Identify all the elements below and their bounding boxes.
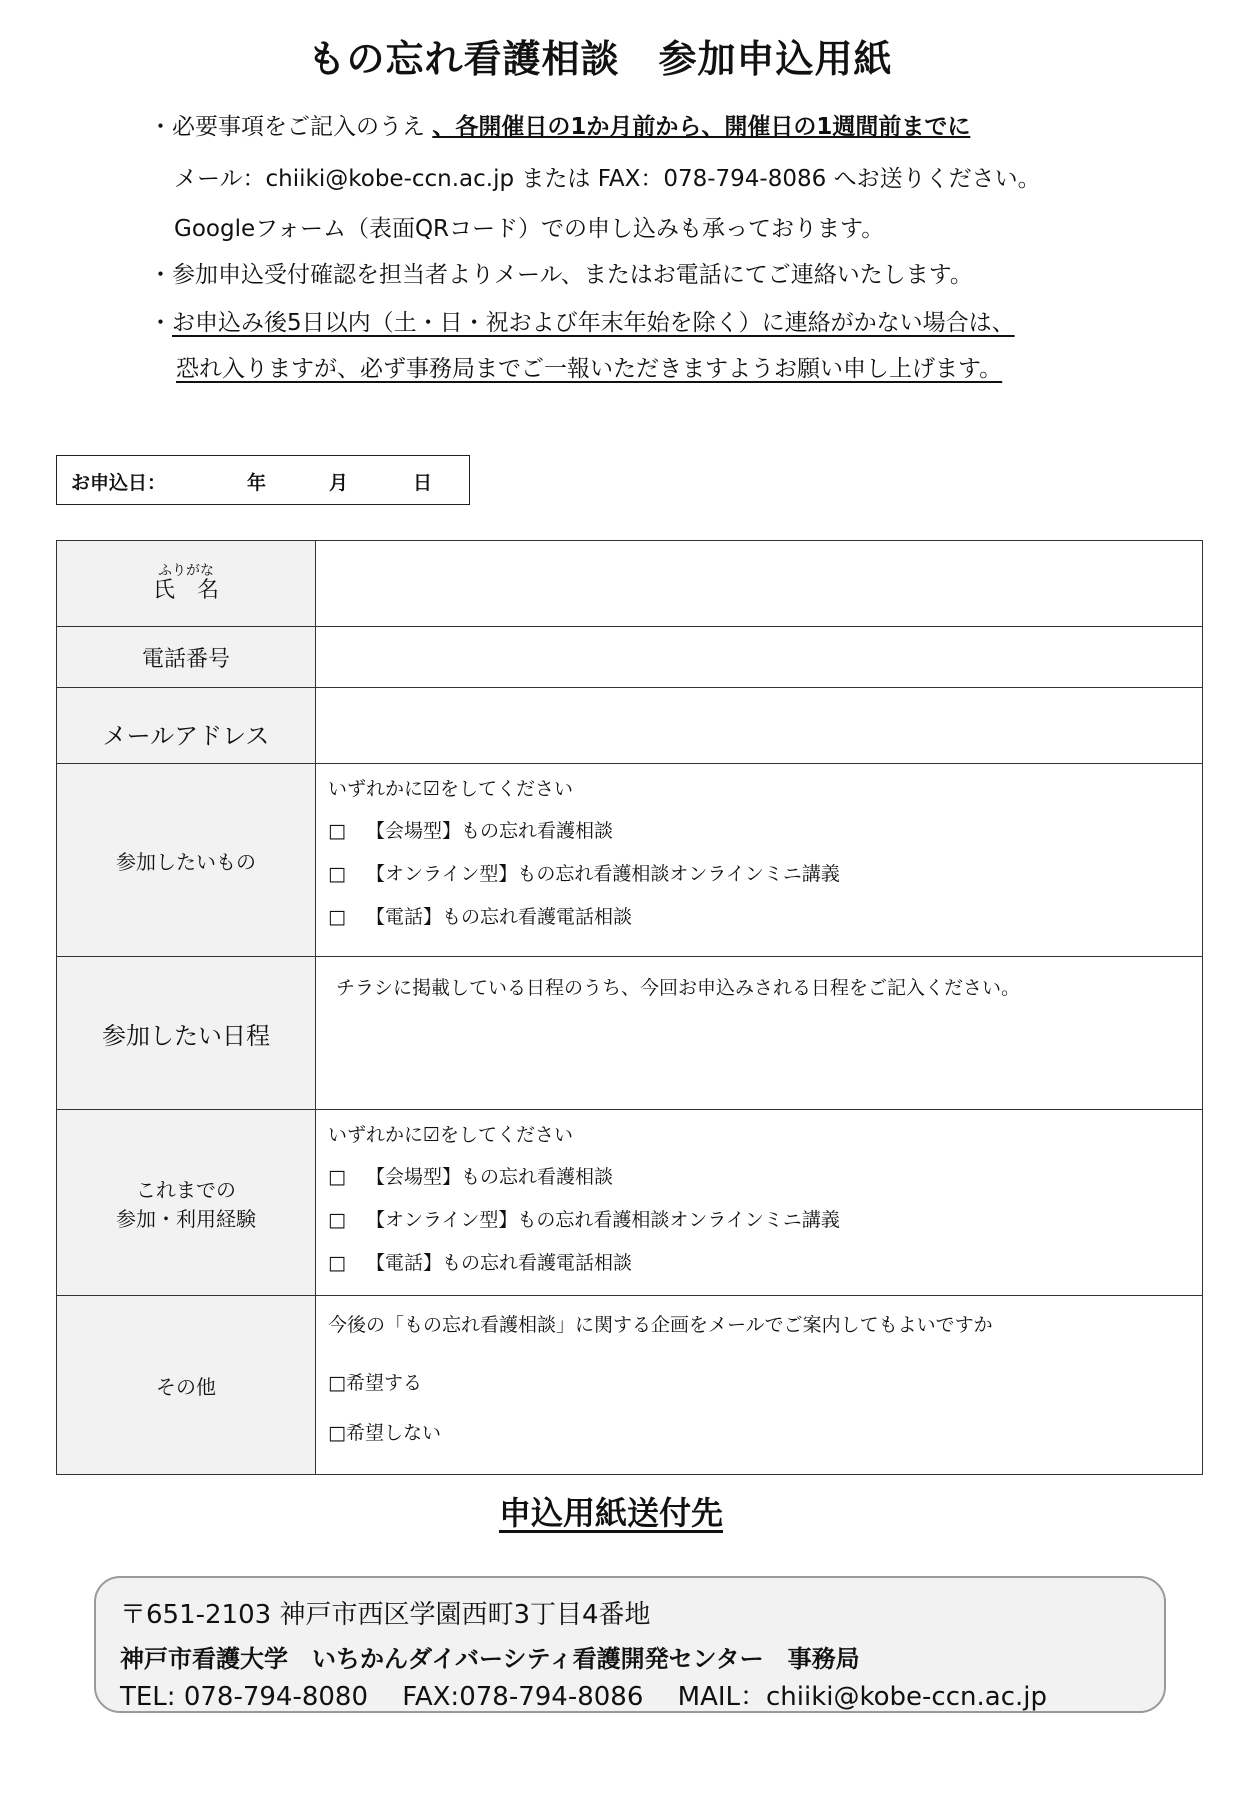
other-options-cell [316, 1296, 1203, 1475]
other-label: その他 [57, 1296, 316, 1475]
checkbox-icon[interactable]: □ [328, 1252, 346, 1274]
name-row [57, 541, 1203, 627]
name-label-cell [57, 541, 316, 627]
email-input-cell[interactable] [316, 688, 1203, 764]
name-label [153, 564, 219, 604]
checkbox-icon[interactable]: □ [328, 1209, 346, 1231]
schedule-input-cell[interactable] [316, 957, 1203, 1110]
address-box [94, 1576, 1166, 1713]
date-day-label: 日 [413, 472, 433, 494]
experience-instruction: いずれかに☑をしてください [328, 1124, 574, 1146]
option-label: 【会場型】もの忘れ看護相談 [366, 1166, 614, 1188]
option-label: 【オンライン型】もの忘れ看護相談オンラインミニ講義 [366, 1209, 840, 1231]
participation-instruction: いずれかに☑をしてください [328, 778, 574, 800]
checkbox-icon[interactable]: □ [328, 863, 346, 885]
note-contact: メール：chiiki@kobe-ccn.ac.jp または FAX：078-794-8086 へお送りください。 [174, 166, 1041, 192]
application-date-label: お申込日： [71, 472, 167, 494]
participation-label: 参加したいもの [57, 764, 316, 957]
experience-row [57, 1110, 1203, 1296]
phone-input-cell[interactable] [316, 627, 1203, 688]
experience-option-online[interactable] [328, 1199, 1190, 1242]
note-deadline-prefix: ・必要事項をご記入のうえ [149, 114, 433, 140]
option-label: 【電話】もの忘れ看護電話相談 [366, 1252, 633, 1274]
participation-option-online[interactable] [328, 853, 1190, 896]
date-year-label: 年 [247, 472, 267, 494]
note-no-reply-text: お申込み後5日以内（土・日・祝および年末年始を除く）に連絡がかない場合は、 [172, 310, 1015, 336]
experience-label [57, 1110, 316, 1296]
other-row [57, 1296, 1203, 1475]
checkbox-icon[interactable]: □ [328, 906, 346, 928]
note-google-form: Googleフォーム（表面QRコード）での申し込みも承っております。 [174, 216, 885, 242]
checkbox-icon[interactable]: □ [328, 820, 346, 842]
note-no-reply-bullet: ・ [149, 310, 172, 336]
contact-info: TEL: 078-794-8080 FAX:078-794-8086 MAIL：chiiki@kobe-ccn.ac.jp [120, 1682, 1047, 1712]
experience-option-phone[interactable] [328, 1242, 1190, 1285]
participation-row [57, 764, 1203, 957]
mail-consent-question: 今後の「もの忘れ看護相談」に関する企画をメールでご案内してもよいですか [328, 1314, 993, 1336]
phone-label: 電話番号 [57, 627, 316, 688]
date-month-label: 月 [329, 472, 349, 494]
mail-consent-yes[interactable]: □希望する [328, 1372, 422, 1394]
option-label: 【オンライン型】もの忘れ看護相談オンラインミニ講義 [366, 863, 840, 885]
participation-option-phone[interactable] [328, 896, 1190, 939]
email-row [57, 688, 1203, 764]
note-no-reply [149, 304, 1015, 337]
mail-consent-no[interactable]: □希望しない [328, 1422, 441, 1444]
application-form-table [56, 540, 1203, 1475]
note-deadline-bold: 、各開催日の1か月前から、開催日の1週間前までに [432, 114, 971, 140]
postal-address: 〒651-2103 神戸市西区学園西町3丁目4番地 [120, 1600, 651, 1630]
schedule-instruction: チラシに掲載している日程のうち、今回お申込みされる日程をご記入ください。 [336, 977, 1021, 999]
name-input-cell[interactable] [316, 541, 1203, 627]
note-please-notify: 恐れ入りますが、必ず事務局までご一報いただきますようお願い申し上げます。 [176, 356, 1003, 382]
participation-option-venue[interactable] [328, 810, 1190, 853]
schedule-row [57, 957, 1203, 1110]
note-confirmation: ・参加申込受付確認を担当者よりメール、またはお電話にてご連絡いたします。 [149, 262, 973, 288]
participation-options-cell [316, 764, 1203, 957]
name-label-text: 氏 名 [152, 578, 219, 604]
schedule-label: 参加したい日程 [57, 957, 316, 1110]
email-label: メールアドレス [57, 688, 316, 764]
page-title: もの忘れ看護相談 参加申込用紙 [307, 37, 893, 81]
experience-options-cell [316, 1110, 1203, 1296]
send-to-heading: 申込用紙送付先 [498, 1494, 723, 1532]
phone-row [57, 627, 1203, 688]
name-furigana-label: ふりがな [157, 562, 214, 579]
organization-name: 神戸市看護大学 いちかんダイバーシティ看護開発センター 事務局 [120, 1645, 860, 1673]
note-deadline [149, 108, 970, 141]
application-date-box[interactable] [56, 455, 470, 505]
checkbox-icon[interactable]: □ [328, 1166, 346, 1188]
experience-label-line2: 参加・利用経験 [116, 1206, 256, 1231]
option-label: 【会場型】もの忘れ看護相談 [366, 820, 614, 842]
experience-label-line1: これまでの [136, 1177, 236, 1202]
option-label: 【電話】もの忘れ看護電話相談 [366, 906, 633, 928]
experience-option-venue[interactable] [328, 1156, 1190, 1199]
